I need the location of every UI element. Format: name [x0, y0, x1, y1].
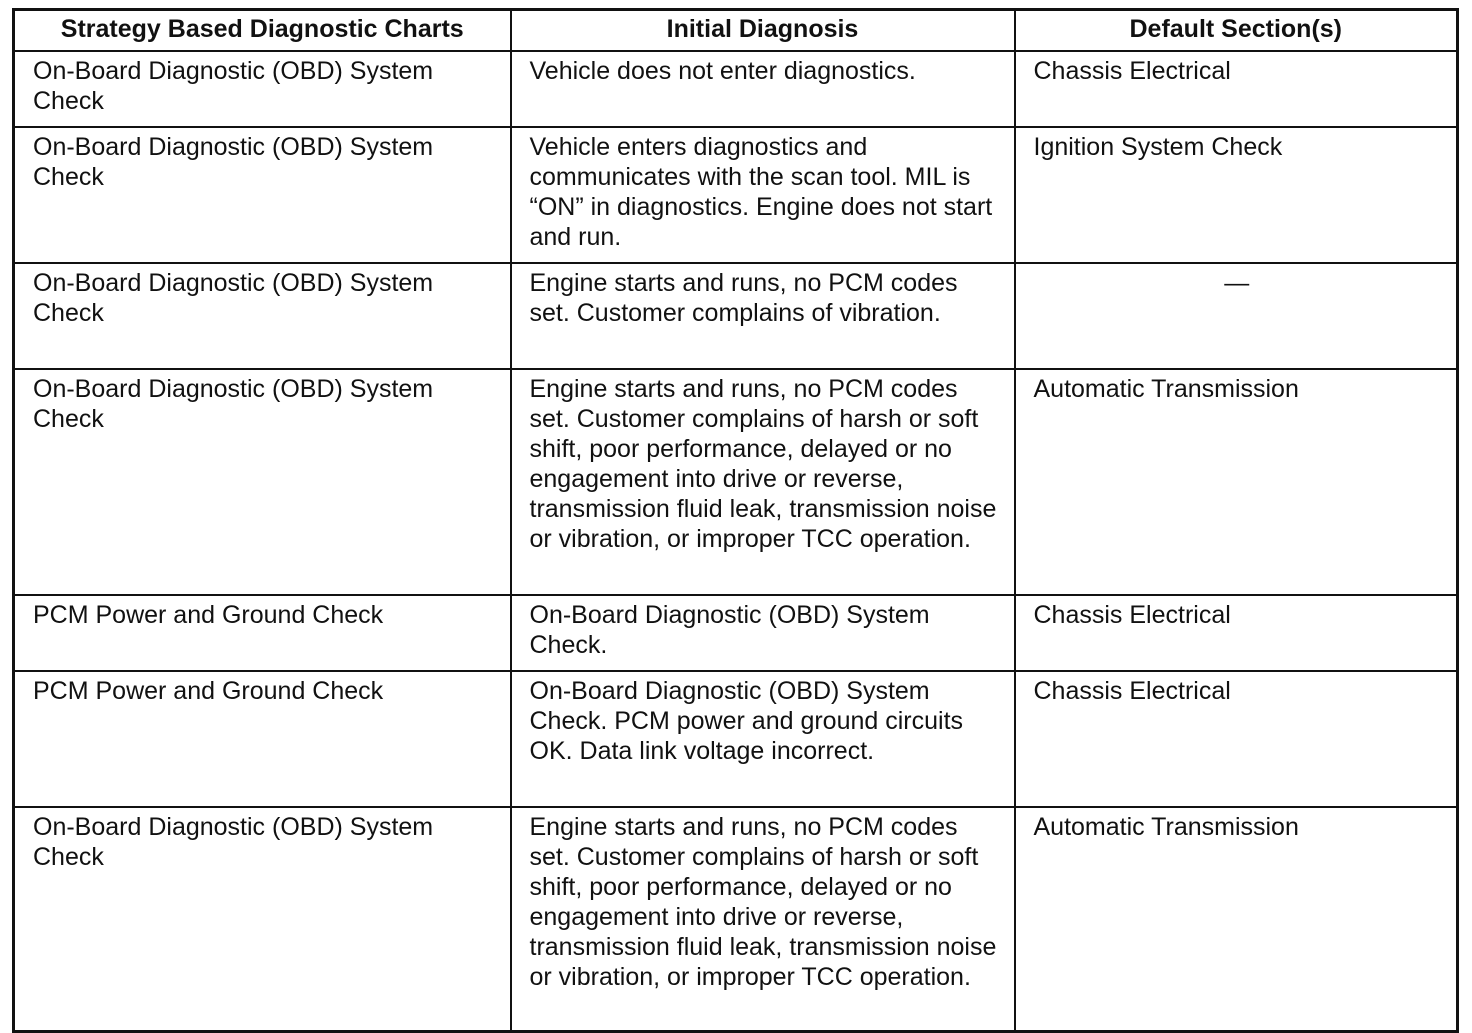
- table-row: [14, 595, 1458, 671]
- diagnosis-cell: On-Board Diagnostic (OBD) System Check.: [511, 595, 1015, 671]
- chart-cell: On-Board Diagnostic (OBD) System Check: [14, 369, 511, 595]
- section-cell: Ignition System Check: [1015, 127, 1458, 263]
- table-row: [14, 263, 1458, 369]
- header-initial-diagnosis: Initial Diagnosis: [511, 10, 1015, 52]
- table-row: [14, 671, 1458, 807]
- section-cell: Chassis Electrical: [1015, 671, 1458, 807]
- table-header-row: [14, 10, 1458, 52]
- section-cell: —: [1015, 263, 1458, 369]
- section-cell: Automatic Transmission: [1015, 807, 1458, 1032]
- chart-cell: On-Board Diagnostic (OBD) System Check: [14, 51, 511, 127]
- header-strategy-based-diagnostic-charts: Strategy Based Diagnostic Charts: [14, 10, 511, 52]
- table-row: [14, 807, 1458, 1032]
- diagnosis-cell: Engine starts and runs, no PCM codes set. Customer complains of harsh or soft shift, poor performance, delayed or no engagement into drive or reverse, transmission fluid leak, transmission noise or vibration, or improper TCC operation.: [511, 807, 1015, 1032]
- diagnosis-cell: On-Board Diagnostic (OBD) System Check. PCM power and ground circuits OK. Data link voltage incorrect.: [511, 671, 1015, 807]
- section-cell: Chassis Electrical: [1015, 595, 1458, 671]
- table-row: [14, 51, 1458, 127]
- header-default-sections: Default Section(s): [1015, 10, 1458, 52]
- section-cell: Chassis Electrical: [1015, 51, 1458, 127]
- chart-cell: PCM Power and Ground Check: [14, 671, 511, 807]
- table-row: [14, 127, 1458, 263]
- diagnostic-charts-table: [12, 8, 1459, 1033]
- chart-cell: PCM Power and Ground Check: [14, 595, 511, 671]
- section-cell: Automatic Transmission: [1015, 369, 1458, 595]
- diagnosis-cell: Engine starts and runs, no PCM codes set. Customer complains of harsh or soft shift, poor performance, delayed or no engagement into drive or reverse, transmission fluid leak, transmission noise or vibration, or improper TCC operation.: [511, 369, 1015, 595]
- diagnosis-cell: Vehicle enters diagnostics and communicates with the scan tool. MIL is “ON” in diagnostics. Engine does not start and run.: [511, 127, 1015, 263]
- diagnosis-cell: Vehicle does not enter diagnostics.: [511, 51, 1015, 127]
- chart-cell: On-Board Diagnostic (OBD) System Check: [14, 807, 511, 1032]
- diagnosis-cell: Engine starts and runs, no PCM codes set. Customer complains of vibration.: [511, 263, 1015, 369]
- chart-cell: On-Board Diagnostic (OBD) System Check: [14, 127, 511, 263]
- table-row: [14, 369, 1458, 595]
- chart-cell: On-Board Diagnostic (OBD) System Check: [14, 263, 511, 369]
